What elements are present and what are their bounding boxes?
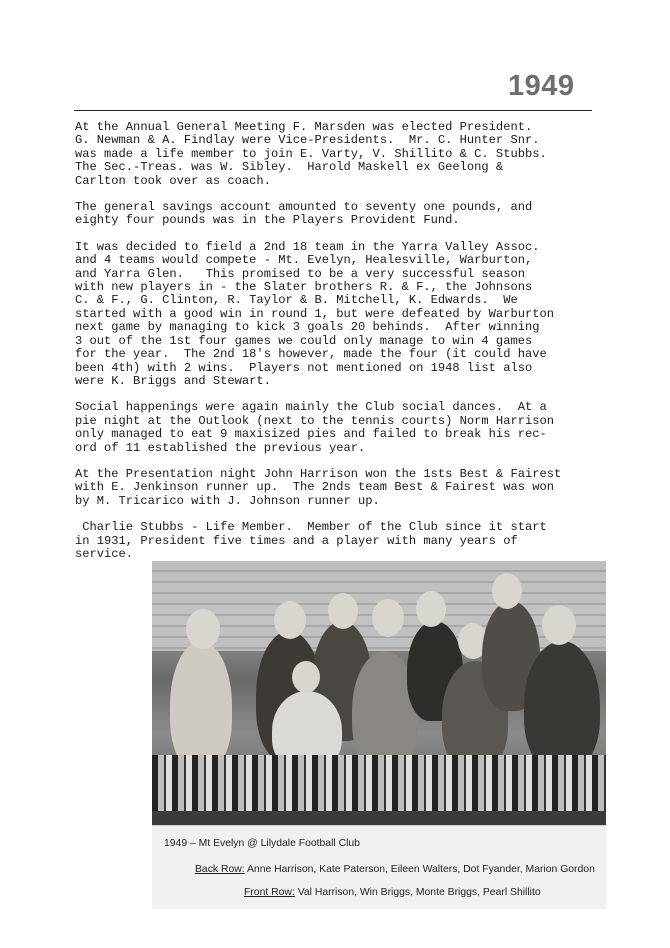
back-row-label: Back Row:: [195, 864, 245, 875]
paragraph-life-member: [75, 521, 615, 561]
text-line: At the Presentation night John Harrison won the 1sts Best & Fairest: [75, 466, 562, 481]
photo-face: [328, 593, 358, 629]
text-line: for the year. The 2nd 18's however, made the four (it could have: [75, 347, 547, 362]
text-line: was made a life member to join E. Varty, V. Shillito & C. Stubbs.: [75, 146, 547, 161]
paragraph-social: [75, 401, 615, 455]
text-line: and 4 teams would compete - Mt. Evelyn, Healesville, Warburton,: [75, 253, 533, 268]
text-line: with E. Jenkinson runner up. The 2nds team Best & Fairest was won: [75, 480, 554, 495]
paragraph-finances: [75, 201, 615, 228]
photo-face: [416, 591, 446, 627]
heading-rule: [74, 110, 592, 111]
photo-face: [542, 605, 576, 645]
text-line: eighty four pounds was in the Players Provident Fund.: [75, 213, 460, 228]
photo-face: [274, 601, 306, 639]
text-line: with new players in - the Slater brothers R. & F., the Johnsons: [75, 280, 533, 295]
text-line: It was decided to field a 2nd 18 team in the Yarra Valley Assoc.: [75, 239, 540, 254]
text-line: next game by managing to kick 3 goals 20 behinds. After winning: [75, 320, 540, 335]
photo-figure: [524, 641, 600, 771]
text-line: pie night at the Outlook (next to the tennis courts) Norm Harrison: [75, 413, 554, 428]
front-row-names: Val Harrison, Win Briggs, Monte Briggs, Pearl Shillito: [294, 887, 541, 898]
photo-face: [292, 661, 320, 693]
text-line: been 4th) with 2 wins. Players not mentioned on 1948 list also: [75, 360, 533, 375]
caption-title: 1949 – Mt Evelyn @ Lilydale Football Club: [164, 838, 360, 849]
text-line: were K. Briggs and Stewart.: [75, 373, 271, 388]
text-line: C. & F., G. Clinton, R. Taylor & B. Mitchell, K. Edwards. We: [75, 293, 518, 308]
text-line: by M. Tricarico with J. Johnson runner up.: [75, 493, 380, 508]
front-row-label: Front Row:: [244, 887, 295, 898]
text-line: G. Newman & A. Findlay were Vice-Presidents. Mr. C. Hunter Snr.: [75, 133, 540, 148]
paragraph-presentation: [75, 468, 615, 508]
photo-figure: [170, 641, 232, 771]
text-line: ord of 11 established the previous year.: [75, 440, 366, 455]
caption-back-row: [195, 864, 595, 875]
text-line: only managed to eat 9 maxisized pies and failed to break his rec-: [75, 427, 547, 442]
text-line: Charlie Stubbs - Life Member. Member of the Club since it start: [75, 520, 547, 535]
text-line: The general savings account amounted to seventy one pounds, and: [75, 200, 533, 215]
photo-face: [492, 573, 522, 609]
text-line: At the Annual General Meeting F. Marsden was elected President.: [75, 120, 533, 134]
text-line: The Sec.-Treas. was W. Sibley. Harold Maskell ex Geelong &: [75, 160, 504, 175]
page-year-heading: 1949: [508, 70, 575, 102]
text-line: started with a good win in round 1, but were defeated by Warburton: [75, 306, 554, 321]
text-line: Carlton took over as coach.: [75, 173, 271, 188]
text-line: Social happenings were again mainly the Club social dances. At a: [75, 400, 547, 415]
photo-face: [372, 599, 404, 637]
back-row-names: Anne Harrison, Kate Paterson, Eileen Walters, Dot Fyander, Marion Gordon: [244, 864, 595, 875]
text-line: 3 out of the 1st four games we could only manage to win 4 games: [75, 333, 533, 348]
paragraph-season: [75, 241, 615, 388]
paragraph-agm: [75, 121, 615, 188]
text-line: service.: [75, 546, 134, 561]
photo-caption: [152, 825, 606, 909]
photo-face: [186, 609, 220, 649]
history-text: [75, 121, 615, 574]
photo-ground: [152, 811, 606, 825]
caption-front-row: [244, 887, 541, 898]
text-line: and Yarra Glen. This promised to be a very successful season: [75, 266, 525, 281]
team-photo: [152, 561, 606, 825]
text-line: in 1931, President five times and a player with many years of: [75, 533, 518, 548]
